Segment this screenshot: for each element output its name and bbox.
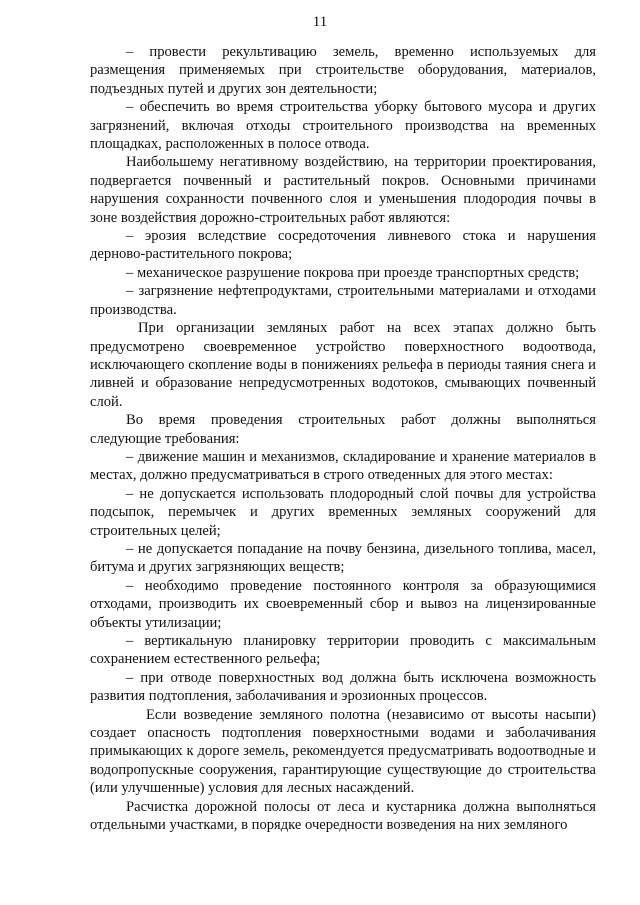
document-body	[90, 43, 596, 834]
paragraph: – необходимо проведение постоянного контроля за образующимися отходами, производить их своевременный сбор и вывоз на лицензированные объекты утилизации;	[90, 577, 596, 631]
paragraph: – обеспечить во время строительства уборку бытового мусора и других загрязнений, включая отходы строительного производства на временных площадках, расположенных в полосе отвода.	[90, 99, 596, 153]
paragraph: – при отводе поверхностных вод должна быть исключена возможность развития подтопления, заболачивания и эрозионных процессов.	[90, 669, 596, 705]
paragraph: При организации земляных работ на всех этапах должно быть предусмотрено своевременное устройство поверхностного водоотвода, исключающего скопление воды в понижениях рельефа в периоды таяния снега и ливней и образование непредусмотренных водотоков, смывающих почвенный слой.	[90, 320, 596, 410]
paragraph: – провести рекультивацию земель, временно используемых для размещения применяемых при строительстве оборудования, материалов, подъездных путей и других зон деятельности;	[90, 44, 596, 97]
paragraph: Наибольшему негативному воздействию, на территории проектирования, подвергается почвенный и растительный покров. Основными причинами нарушения сохранности почвенного слоя и уменьшения плодородия почвы в зоне воздействия дорожно-строительных работ являются:	[90, 154, 596, 226]
paragraph: – механическое разрушение покрова при проезде транспортных средств;	[126, 264, 580, 281]
paragraph: – вертикальную планировку территории проводить с максимальным сохранением естественного рельефа;	[90, 633, 596, 668]
paragraph: Если возведение земляного полотна (независимо от высоты насыпи) создает опасность подтопления поверхностными водами и заболачивания примыкающих к дороге земель, рекомендуется предусматривать водоотводные и водопропускные сооружения, гарантирующие существующие до строительства (или улучшенные) условия для лесных насаждений.	[90, 706, 596, 797]
paragraph: – не допускается использовать плодородный слой почвы для устройства подсыпок, перемычек и других временных земляных сооружений для строительных целей;	[90, 485, 596, 539]
paragraph: – загрязнение нефтепродуктами, строительными материалами и отходами производства.	[90, 283, 596, 318]
page-number: 11	[312, 14, 328, 30]
paragraph: Во время проведения строительных работ должны выполняться следующие требования:	[90, 412, 596, 447]
paragraph: Расчистка дорожной полосы от леса и кустарника должна выполняться отдельными участками, в порядке очередности возведения на них земляного	[90, 798, 596, 834]
paragraph: – не допускается попадание на почву бензина, дизельного топлива, масел, битума и других загрязняющих веществ;	[90, 540, 596, 576]
paragraph: – движение машин и механизмов, складирование и хранение материалов в местах, должно предусматриваться в строго отведенных для этого местах:	[90, 448, 596, 484]
paragraph: – эрозия вследствие сосредоточения ливневого стока и нарушения дерново-растительного покрова;	[90, 228, 596, 263]
